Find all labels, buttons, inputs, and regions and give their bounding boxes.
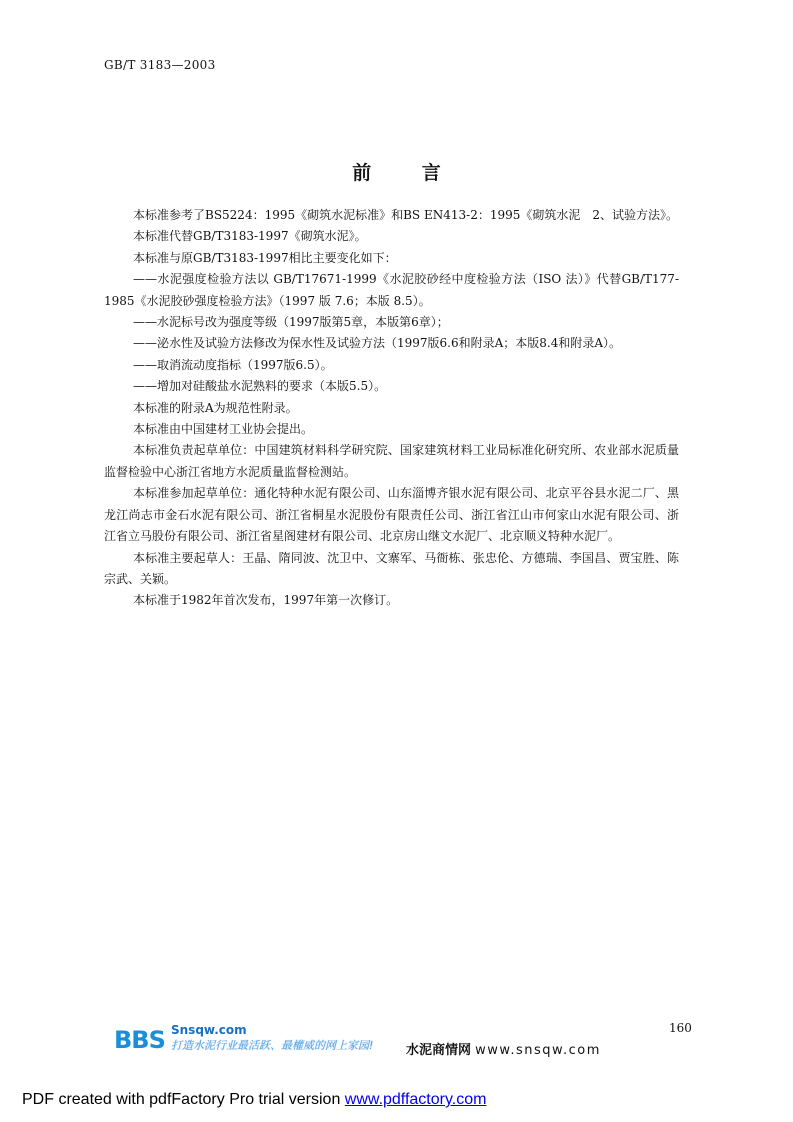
bbs-logo-text: BBS — [114, 1026, 165, 1054]
bbs-logo[interactable] — [114, 1024, 404, 1054]
paragraph: ——泌水性及试验方法修改为保水性及试验方法（1997版6.6和附录A；本版8.4和附录A）。 — [133, 336, 622, 351]
pdf-notice-text: PDF created with pdfFactory Pro trial version — [22, 1091, 345, 1108]
paragraph: 本标准负责起草单位：中国建筑材料科学研究院、国家建筑材料工业局标准化研究所、农业部水泥质量监督检验中心浙江省地方水泥质量监督检测站。 — [104, 443, 679, 479]
paragraph: 本标准代替GB/T3183-1997《砌筑水泥》。 — [133, 229, 367, 244]
standard-code-header: GB/T 3183—2003 — [104, 58, 216, 72]
paragraph: ——增加对硅酸盐水泥熟料的要求（本版5.5）。 — [133, 379, 387, 394]
paragraph: ——取消流动度指标（1997版6.5）。 — [133, 357, 333, 372]
paragraph: ——水泥标号改为强度等级（1997版第5章，本版第6章）； — [133, 315, 449, 330]
footer-site[interactable] — [406, 1039, 601, 1058]
document-body — [104, 205, 679, 612]
pdf-creator-notice — [22, 1091, 486, 1109]
page-title: 前 言 — [352, 162, 463, 184]
paragraph: 本标准与原GB/T3183-1997相比主要变化如下： — [133, 250, 397, 265]
footer-site-name: 水泥商情网 — [406, 1043, 472, 1058]
paragraph: 本标准主要起草人：王晶、隋同波、沈卫中、文寨军、马衙栋、张忠伦、方德瑞、李国昌、贾宝胜、陈宗武、关颖。 — [104, 550, 679, 586]
footer-slogan: 打造水泥行业最活跃、最權威的网上家园! — [171, 1039, 374, 1052]
paragraph: 本标准的附录A为规范性附录。 — [133, 400, 298, 415]
footer-site-url[interactable]: www.snsqw.com — [475, 1043, 601, 1058]
paragraph: 本标准参考了BS5224：1995《砌筑水泥标准》和BS EN413-2：1995《砌筑水泥 2、试验方法》。 — [133, 208, 679, 222]
paragraph: 本标准于1982年首次发布，1997年第一次修订。 — [133, 593, 399, 608]
pdffactory-link[interactable]: www.pdffactory.com — [344, 1091, 487, 1108]
paragraph: 本标准参加起草单位：通化特种水泥有限公司、山东淄博齐银水泥有限公司、北京平谷县水泥二厂、黑龙江尚志市金石水泥有限公司、浙江省桐星水泥股份有限责任公司、浙江省江山市何家山水泥有限公司、浙江省立马股份有限公司、浙江省星阁建材有限公司、北京房山继文水泥厂、北京顺义特种水泥厂。 — [104, 486, 679, 544]
page-number: 160 — [669, 1021, 692, 1035]
paragraph: 本标准由中国建材工业协会提出。 — [133, 422, 314, 437]
bbs-logo-domain: Snsqw.com — [171, 1023, 247, 1037]
paragraph: ——水泥强度检验方法以 GB/T17671-1999《水泥胶砂经中度检验方法（ISO 法）》代替GB/T177-1985《水泥胶砂强度检验方法》（1997 版 7.6；本版 8.5）。 — [104, 272, 679, 308]
